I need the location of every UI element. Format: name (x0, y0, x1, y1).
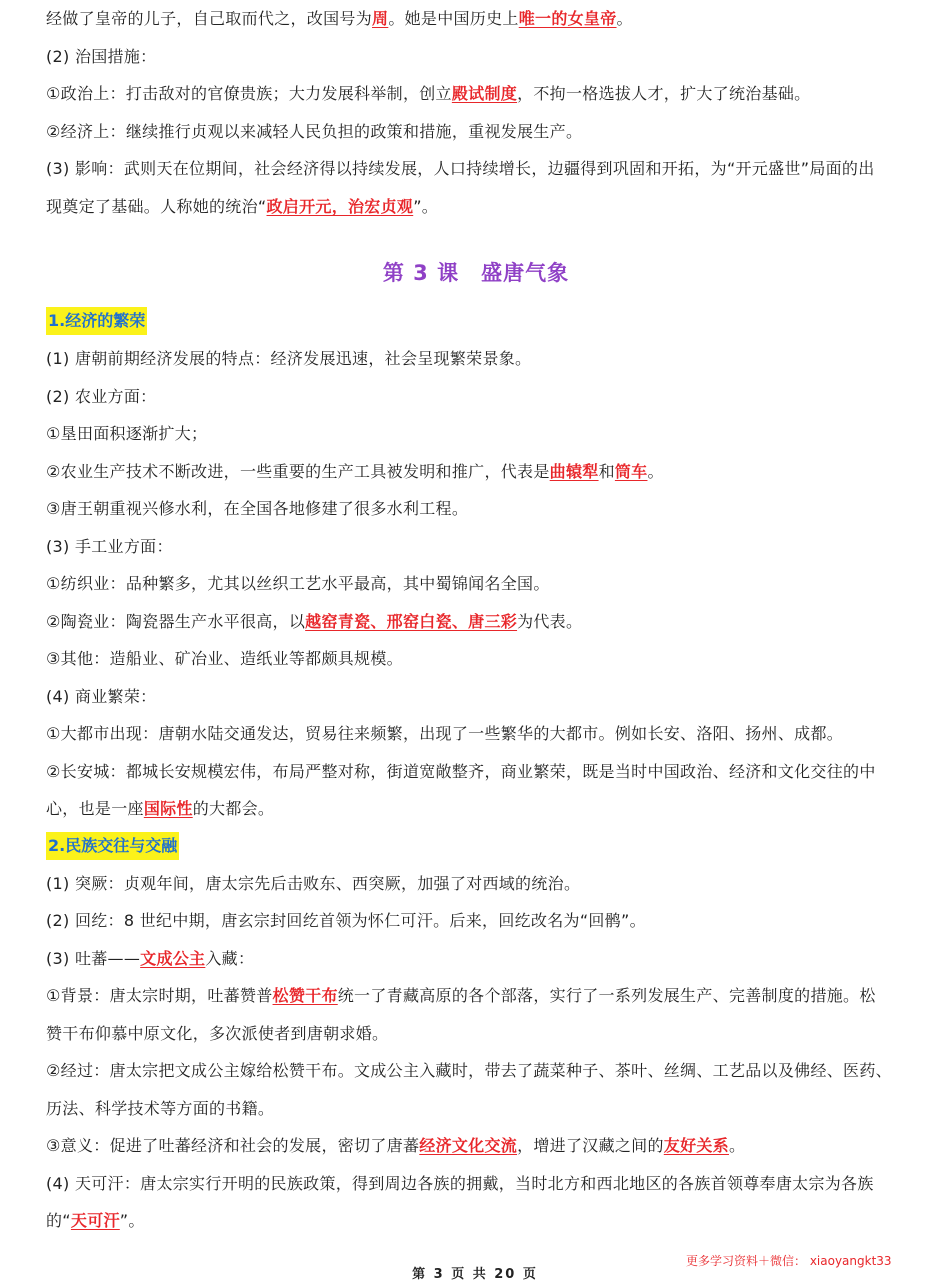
text: ②农业生产技术不断改进，一些重要的生产工具被发明和推广，代表是 (46, 461, 550, 481)
s2-line-4 (46, 977, 906, 1015)
text: ③意义：促进了吐蕃经济和社会的发展，密切了唐蕃 (46, 1136, 420, 1155)
document-page (46, 0, 906, 1240)
s2-line-2: (2) 回纥：8 世纪中期，唐玄宗封回纥首领为怀仁可汗。后来，回纥改名为“回鹘”。 (46, 911, 646, 930)
section-2 (46, 828, 906, 1240)
page-number: 第 3 页 共 20 页 (412, 1267, 538, 1282)
keyword-waterwheel: 筒车 (614, 461, 648, 481)
text: 。 (616, 9, 633, 28)
text: 为代表。 (517, 611, 583, 631)
intro-line-3 (46, 75, 906, 113)
text: ”。 (413, 196, 439, 216)
keyword-international: 国际性 (143, 799, 193, 818)
text: 的“ (46, 1211, 71, 1230)
text: 。 (647, 461, 664, 481)
text: 统一了青藏高原的各个部落，实行了一系列发展生产、完善制度的措施。松 (337, 986, 876, 1005)
intro-line-1 (46, 0, 906, 38)
keyword-zhou: 周 (372, 9, 389, 28)
text: ①背景：唐太宗时期，吐蕃赞普 (46, 986, 273, 1005)
s1-line-3: ①垦田面积逐渐扩大； (46, 424, 208, 443)
keyword-palace-exam: 殿试制度 (451, 84, 518, 103)
intro-line-5: (3) 影响：武则天在位期间，社会经济得以持续发展，人口持续增长，边疆得到巩固和开拓，为“开元盛世”局面的出 (46, 159, 875, 178)
section-1-heading: 1.经济的繁荣 (46, 307, 147, 335)
keyword-princess-wencheng: 文成公主 (140, 948, 206, 968)
text: 的大都会。 (192, 799, 275, 818)
text: ，不拘一格选拔人才，扩大了统治基础。 (517, 84, 811, 103)
section-1 (46, 303, 906, 828)
footer-contact-note: 更多学习资料＋微信： xiaoyangkt33 (686, 1254, 892, 1268)
intro-line-2: (2) 治国措施： (46, 46, 157, 66)
s2-line-3 (46, 940, 906, 978)
keyword-reign-praise: 政启开元，治宏贞观 (266, 196, 414, 216)
text: ”。 (119, 1211, 145, 1230)
text: 。她是中国历史上 (388, 9, 519, 28)
s1-line-11: ①大都市出现：唐朝水陆交通发达，贸易往来频繁，出现了一些繁华的大都市。例如长安、洛阳、扬州、成都。 (46, 724, 844, 743)
text: ②陶瓷业：陶瓷器生产水平很高，以 (46, 611, 306, 631)
section-2-heading: 2.民族交往与交融 (46, 832, 179, 860)
s1-line-13 (46, 790, 906, 828)
keyword-curved-plough: 曲辕犁 (549, 461, 599, 481)
text: 和 (598, 461, 615, 481)
s1-line-4 (46, 453, 906, 491)
keyword-only-empress: 唯一的女皇帝 (518, 9, 617, 28)
text: (3) 吐蕃—— (46, 948, 141, 968)
s1-line-5: ③唐王朝重视兴修水利，在全国各地修建了很多水利工程。 (46, 499, 469, 518)
s1-line-7: ①纺织业：品种繁多，尤其以丝织工艺水平最高，其中蜀锦闻名全国。 (46, 574, 550, 593)
s2-line-9: (4) 天可汗：唐太宗实行开明的民族政策，得到周边各族的拥戴，当时北方和西北地区的各族首领尊奉唐太宗为各族 (46, 1173, 874, 1193)
keyword-songtsen-gampo: 松赞干布 (272, 986, 338, 1005)
s1-line-1: (1) 唐朝前期经济发展的特点：经济发展迅速，社会呈现繁荣景象。 (46, 349, 532, 368)
text: 入藏： (205, 948, 255, 968)
s1-line-9: ③其他：造船业、矿冶业、造纸业等都颇具规模。 (46, 649, 403, 668)
keyword-heavenly-khan: 天可汗 (70, 1211, 120, 1230)
keyword-cultural-exchange: 经济文化交流 (419, 1136, 518, 1155)
text: 经做了皇帝的儿子，自己取而代之，改国号为 (46, 9, 373, 28)
s2-line-5: 赞干布仰慕中原文化，多次派使者到唐朝求婚。 (46, 1023, 389, 1043)
s2-line-6: ②经过：唐太宗把文成公主嫁给松赞干布。文成公主入藏时，带去了蔬菜种子、茶叶、丝绸、工艺品以及佛经、医药、 (46, 1061, 892, 1080)
s1-line-12: ②长安城：都城长安规模宏伟，布局严整对称，街道宽敞整齐，商业繁荣，既是当时中国政治、经济和文化交往的中 (46, 761, 876, 781)
s1-line-2: (2) 农业方面： (46, 386, 157, 406)
s2-line-1: (1) 突厥：贞观年间，唐太宗先后击败东、西突厥，加强了对西域的统治。 (46, 873, 581, 893)
keyword-friendly-relations: 友好关系 (663, 1136, 729, 1155)
text: 心，也是一座 (46, 799, 144, 818)
text: ，增进了汉藏之间的 (517, 1136, 664, 1155)
intro-line-4: ②经济上：继续推行贞观以来减轻人民负担的政策和措施，重视发展生产。 (46, 121, 583, 141)
text: 。 (728, 1136, 746, 1155)
s1-line-10: (4) 商业繁荣： (46, 686, 157, 706)
keyword-ceramics: 越窑青瓷、邢窑白瓷、唐三彩 (305, 611, 518, 631)
intro-line-6 (46, 188, 906, 226)
lesson-title: 第 3 课 盛唐气象 (382, 261, 570, 285)
text: 现奠定了基础。人称她的统治“ (46, 196, 267, 216)
s1-line-6: (3) 手工业方面： (46, 536, 173, 556)
text: ①政治上：打击敌对的官僚贵族；大力发展科举制，创立 (46, 84, 452, 103)
s2-line-10 (46, 1202, 906, 1240)
s2-line-7: 历法、科学技术等方面的书籍。 (46, 1098, 275, 1118)
s2-line-8 (46, 1127, 906, 1165)
s1-line-8 (46, 603, 906, 641)
